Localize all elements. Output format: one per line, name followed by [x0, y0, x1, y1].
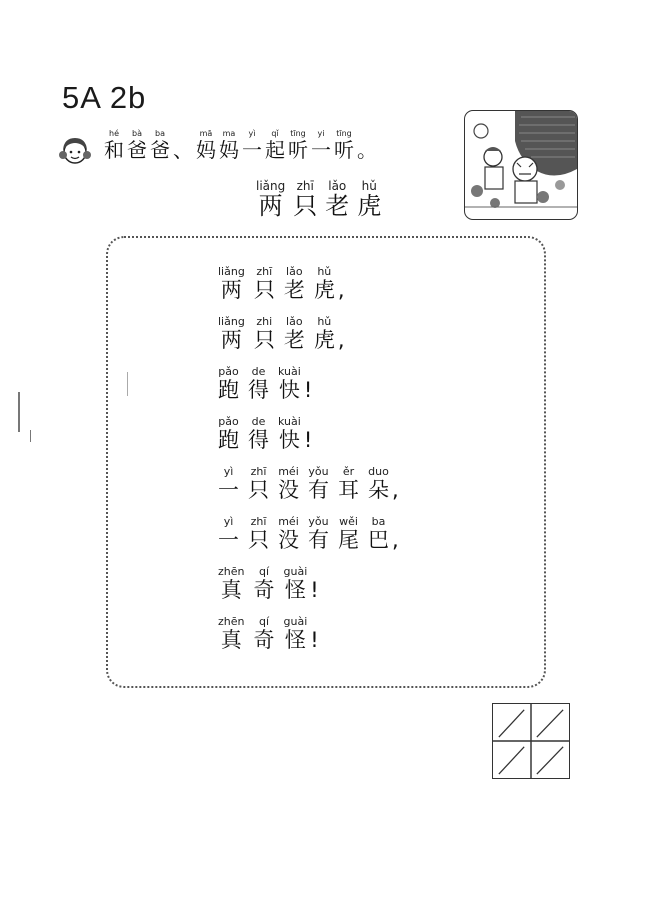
hanzi: 爸 — [127, 137, 147, 162]
hanzi: 没 — [278, 478, 299, 503]
hanzi: 巴 — [368, 528, 389, 553]
hanzi: 妈 — [219, 137, 239, 162]
hanzi: 听 — [288, 137, 308, 162]
hanzi: 怪 — [284, 628, 306, 653]
hanzi: 妈 — [196, 137, 216, 162]
pinyin: guài — [283, 615, 308, 628]
hanzi-with-pinyin — [254, 316, 275, 352]
poem-line — [218, 466, 399, 502]
hanzi-with-pinyin — [368, 466, 389, 502]
hanzi-with-pinyin — [357, 180, 381, 221]
pinyin: zhī — [256, 265, 273, 278]
hanzi-with-pinyin — [218, 616, 245, 652]
hanzi-with-pinyin — [278, 366, 301, 402]
punctuation: , — [392, 478, 399, 503]
pinyin: ba — [371, 515, 386, 528]
hanzi-with-pinyin — [248, 516, 269, 552]
hanzi: 得 — [248, 428, 269, 453]
hanzi: 两 — [220, 278, 242, 303]
hanzi-with-pinyin — [218, 566, 245, 602]
hanzi-with-pinyin — [218, 266, 245, 302]
hanzi-with-pinyin — [254, 616, 275, 652]
pinyin: lǎo — [328, 179, 347, 193]
pinyin: liǎng — [256, 179, 286, 193]
hanzi: 快 — [278, 428, 300, 453]
hanzi-with-pinyin — [256, 180, 285, 221]
pinyin: zhī — [296, 179, 314, 193]
hanzi: 没 — [278, 528, 299, 553]
pinyin: yì — [223, 515, 234, 528]
hanzi-with-pinyin — [325, 180, 349, 221]
poem-line — [218, 566, 319, 602]
pinyin: yì — [223, 465, 234, 478]
pinyin: hǔ — [317, 315, 332, 328]
hanzi-with-pinyin — [311, 130, 331, 162]
poem-line — [218, 516, 399, 552]
hanzi: 得 — [248, 378, 269, 403]
hanzi: 听 — [334, 137, 354, 162]
hanzi: 奇 — [253, 578, 275, 603]
pinyin: zhī — [250, 515, 267, 528]
hanzi: 耳 — [338, 478, 359, 503]
hanzi-with-pinyin — [150, 130, 170, 162]
pinyin: lǎo — [286, 315, 303, 328]
punctuation: ! — [310, 578, 319, 603]
hanzi-with-pinyin — [127, 130, 147, 162]
pinyin: hǔ — [317, 265, 332, 278]
hanzi-with-pinyin — [288, 130, 308, 162]
pinyin: qí — [258, 615, 270, 628]
hanzi-with-pinyin — [308, 466, 329, 502]
poem-box — [106, 236, 546, 688]
poem-line — [218, 416, 312, 452]
pinyin: hǔ — [361, 179, 377, 193]
pinyin: qí — [258, 565, 270, 578]
hanzi: 虎 — [357, 192, 382, 221]
hanzi-with-pinyin — [196, 130, 216, 162]
hanzi-with-pinyin — [218, 466, 239, 502]
pinyin: yǒu — [308, 515, 329, 528]
pinyin: qǐ — [271, 129, 279, 138]
hanzi-with-pinyin — [173, 130, 193, 162]
hanzi: 起 — [265, 137, 285, 162]
punctuation: ! — [303, 378, 313, 403]
pinyin: duo — [368, 465, 389, 478]
hanzi: 老 — [325, 192, 350, 221]
girl-face-icon — [58, 133, 92, 169]
hanzi: 一 — [311, 137, 331, 162]
hanzi: 只 — [253, 278, 275, 303]
pinyin: wěi — [339, 515, 358, 528]
hanzi-with-pinyin — [219, 130, 239, 162]
hanzi-with-pinyin — [278, 466, 299, 502]
poem-line — [218, 616, 319, 652]
hanzi: 老 — [283, 278, 305, 303]
hanzi-with-pinyin — [308, 516, 329, 552]
hanzi: 怪 — [284, 578, 306, 603]
hanzi: 只 — [248, 528, 269, 553]
pinyin: zhī — [250, 465, 267, 478]
hanzi-with-pinyin — [314, 266, 335, 302]
hanzi-with-pinyin — [284, 316, 305, 352]
hanzi: 一 — [218, 528, 239, 553]
pinyin: tīng — [336, 129, 352, 138]
hanzi: 跑 — [218, 378, 239, 403]
pinyin: liǎng — [218, 265, 245, 278]
hanzi: 有 — [308, 528, 329, 553]
hanzi-with-pinyin — [314, 316, 335, 352]
hanzi-with-pinyin — [218, 416, 239, 452]
pinyin: hé — [109, 129, 119, 138]
pinyin: mā — [199, 129, 213, 138]
hanzi-with-pinyin — [368, 516, 389, 552]
scan-mark — [127, 372, 128, 396]
poem-line — [218, 266, 345, 302]
hanzi-with-pinyin — [242, 130, 262, 162]
instruction-line — [104, 130, 377, 162]
writing-grid-icon — [492, 703, 570, 779]
hanzi-with-pinyin — [254, 566, 275, 602]
hanzi: 尾 — [338, 528, 359, 553]
hanzi: 和 — [104, 137, 124, 162]
hanzi: 有 — [308, 478, 329, 503]
hanzi-with-pinyin — [104, 130, 124, 162]
pinyin: pǎo — [218, 365, 239, 378]
hanzi: 两 — [220, 328, 242, 353]
hanzi: 爸 — [150, 137, 170, 162]
pinyin: yi — [317, 129, 325, 138]
pinyin: ba — [155, 129, 165, 138]
pinyin: liǎng — [218, 315, 245, 328]
pinyin: yì — [248, 129, 256, 138]
hanzi-with-pinyin — [284, 616, 308, 652]
hanzi-with-pinyin — [338, 466, 359, 502]
pinyin: kuài — [278, 365, 301, 378]
hanzi: 虎 — [313, 278, 335, 303]
illustration-frame — [464, 110, 578, 220]
punctuation: ! — [310, 628, 319, 653]
hanzi: 跑 — [218, 428, 239, 453]
poem-line — [218, 316, 345, 352]
pinyin: de — [251, 365, 266, 378]
scan-mark — [18, 392, 20, 432]
hanzi: 只 — [253, 328, 275, 353]
pinyin: guài — [283, 565, 308, 578]
pinyin: de — [251, 415, 266, 428]
pinyin: kuài — [278, 415, 301, 428]
poem-title — [256, 180, 381, 221]
hanzi-with-pinyin — [254, 266, 275, 302]
pinyin: tīng — [290, 129, 306, 138]
pinyin: zhēn — [218, 615, 245, 628]
hanzi: 老 — [283, 328, 305, 353]
pinyin: méi — [278, 515, 299, 528]
hanzi: 真 — [220, 628, 242, 653]
pinyin: ěr — [342, 465, 355, 478]
hanzi-with-pinyin — [278, 416, 301, 452]
punctuation: , — [392, 528, 399, 553]
hanzi-with-pinyin — [248, 416, 269, 452]
pinyin: méi — [278, 465, 299, 478]
hanzi-with-pinyin — [284, 566, 308, 602]
hanzi: 只 — [248, 478, 269, 503]
pinyin: zhēn — [218, 565, 245, 578]
scan-mark — [30, 430, 31, 442]
hanzi: 一 — [242, 137, 262, 162]
punctuation: , — [337, 328, 345, 353]
tiger-children-scene-icon — [465, 111, 577, 219]
hanzi: 真 — [220, 578, 242, 603]
poem-line — [218, 366, 312, 402]
hanzi-with-pinyin — [284, 266, 305, 302]
hanzi: 奇 — [253, 628, 275, 653]
hanzi-with-pinyin — [293, 180, 317, 221]
hanzi: 、 — [173, 137, 193, 162]
hanzi-with-pinyin — [218, 316, 245, 352]
pinyin: lǎo — [286, 265, 303, 278]
hanzi: 只 — [293, 192, 318, 221]
pinyin: ma — [222, 129, 236, 138]
hanzi: 朵 — [368, 478, 389, 503]
hanzi: 一 — [218, 478, 239, 503]
hanzi-with-pinyin — [265, 130, 285, 162]
hanzi: 快 — [278, 378, 300, 403]
pinyin: pǎo — [218, 415, 239, 428]
hanzi-with-pinyin — [218, 366, 239, 402]
hanzi-with-pinyin — [338, 516, 359, 552]
hanzi-with-pinyin — [278, 516, 299, 552]
pinyin: yǒu — [308, 465, 329, 478]
hanzi: 虎 — [313, 328, 335, 353]
hanzi-with-pinyin — [334, 130, 354, 162]
pinyin: zhi — [256, 315, 273, 328]
page-code: 5A 2b — [62, 80, 147, 115]
hanzi-with-pinyin — [357, 130, 377, 162]
punctuation: ! — [303, 428, 313, 453]
hanzi: 两 — [258, 192, 283, 221]
punctuation: , — [337, 278, 345, 303]
hanzi-with-pinyin — [248, 466, 269, 502]
hanzi: 。 — [357, 137, 377, 162]
hanzi-with-pinyin — [218, 516, 239, 552]
pinyin: bà — [132, 129, 142, 138]
hanzi-with-pinyin — [248, 366, 269, 402]
